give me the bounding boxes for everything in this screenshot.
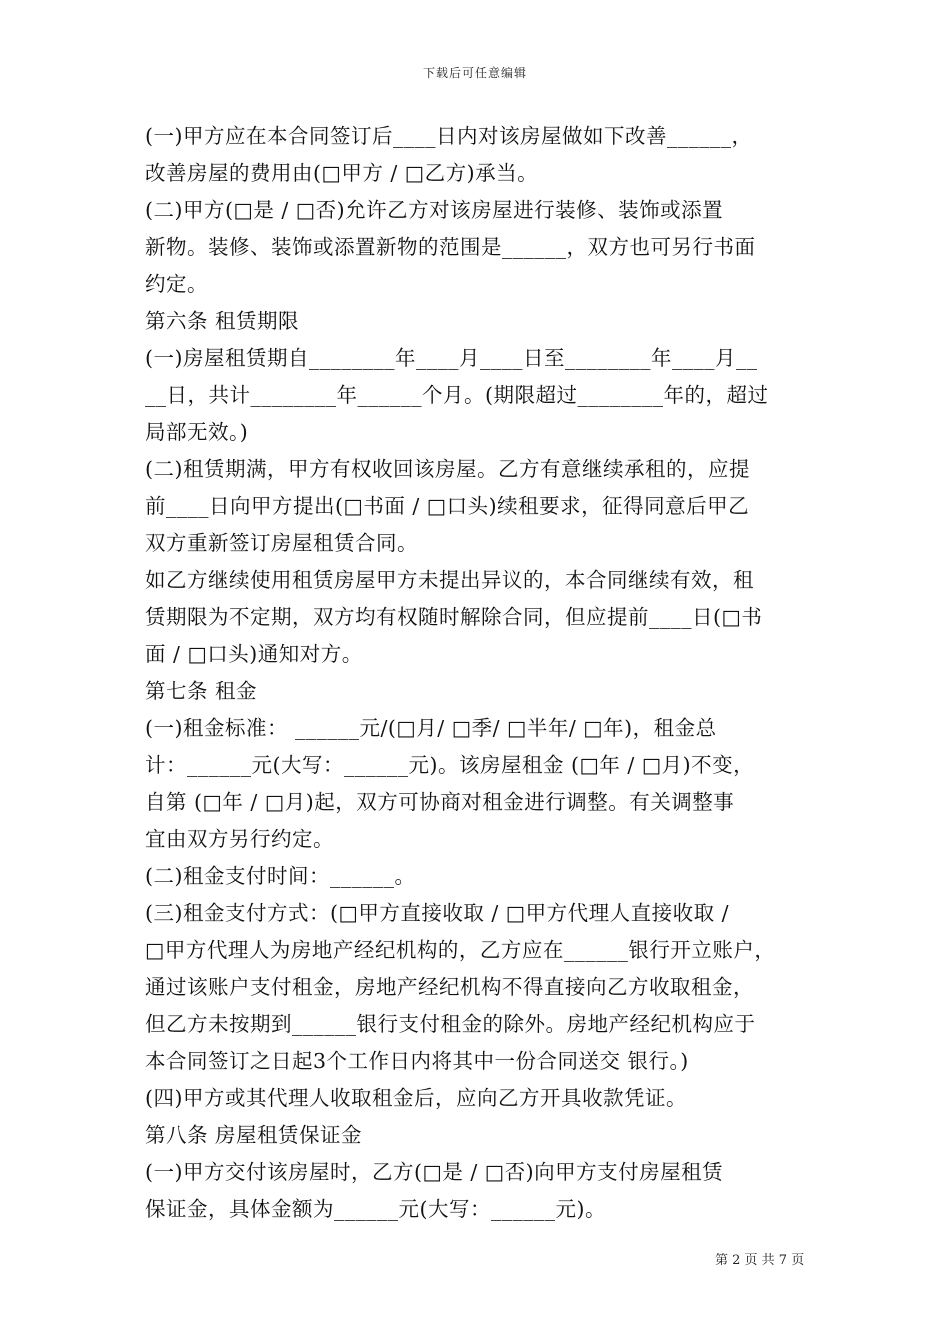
text-line: 约定。 — [145, 272, 208, 296]
section-heading: 第八条 房屋租赁保证金 — [145, 1123, 363, 1147]
section-heading: 第六条 租赁期限 — [145, 309, 300, 333]
text-line: 面 / □口头)通知对方。 — [145, 642, 363, 666]
text-line: 局部无效。) — [145, 420, 249, 444]
text-line: (二)甲方(□是 / □否)允许乙方对该房屋进行装修、装饰或添置 — [145, 198, 724, 222]
text-line: 计：______元(大写：______元)。该房屋租金 (□年 / □月)不变， — [145, 753, 755, 777]
text-line: (四)甲方或其代理人收取租金后，应向乙方开具收款凭证。 — [145, 1086, 687, 1110]
text-line: □甲方代理人为房地产经纪机构的，乙方应在______银行开立账户， — [145, 938, 776, 962]
document-body — [145, 118, 815, 1228]
text-line: 保证金，具体金额为______元(大写：______元)。 — [145, 1197, 606, 1221]
page-header: 下载后可任意编辑 — [422, 66, 527, 80]
text-line: (一)租金标准： ______元/(□月/ □季/ □半年/ □年)，租金总 — [145, 716, 717, 740]
text-line: 通过该账户支付租金，房地产经纪机构不得直接向乙方收取租金， — [145, 975, 754, 999]
text-line: 但乙方未按期到______银行支付租金的除外。房地产经纪机构应于 — [145, 1012, 756, 1036]
text-line: 如乙方继续使用租赁房屋甲方未提出异议的，本合同继续有效，租 — [145, 568, 754, 592]
text-line: (二)租金支付时间：______。 — [145, 864, 416, 888]
text-line: 本合同签订之日起3个工作日内将其中一份合同送交 银行。) — [145, 1049, 689, 1073]
text-line: (二)租赁期满，甲方有权收回该房屋。乙方有意继续承租的，应提 — [145, 457, 750, 481]
text-line: __日，共计________年______个月。(期限超过________年的，超过 — [145, 383, 769, 407]
text-line: (一)房屋租赁期自________年____月____日至________年____月__ — [145, 346, 758, 370]
text-line: 双方重新签订房屋租赁合同。 — [145, 531, 418, 555]
text-line: 宜由双方另行约定。 — [145, 827, 334, 851]
text-line: (三)租金支付方式：(□甲方直接收取 / □甲方代理人直接收取 / — [145, 901, 730, 925]
text-line: 改善房屋的费用由(□甲方 / □乙方)承当。 — [145, 161, 539, 185]
page-number: 第 2 页 共 7 页 — [715, 1253, 805, 1268]
text-line: (一)甲方应在本合同签订后____日内对该房屋做如下改善______， — [145, 124, 753, 148]
text-line: 自第 (□年 / □月)起，双方可协商对租金进行调整。有关调整事 — [145, 790, 735, 814]
text-line: (一)甲方交付该房屋时，乙方(□是 / □否)向甲方支付房屋租赁 — [145, 1160, 724, 1184]
text-line: 新物。装修、装饰或添置新物的范围是______，双方也可另行书面 — [145, 235, 756, 259]
text-line: 前____日向甲方提出(□书面 / □口头)续租要求，征得同意后甲乙 — [145, 494, 750, 518]
text-line: 赁期限为不定期，双方均有权随时解除合同，但应提前____日(□书 — [145, 605, 763, 629]
section-heading: 第七条 租金 — [145, 679, 258, 703]
